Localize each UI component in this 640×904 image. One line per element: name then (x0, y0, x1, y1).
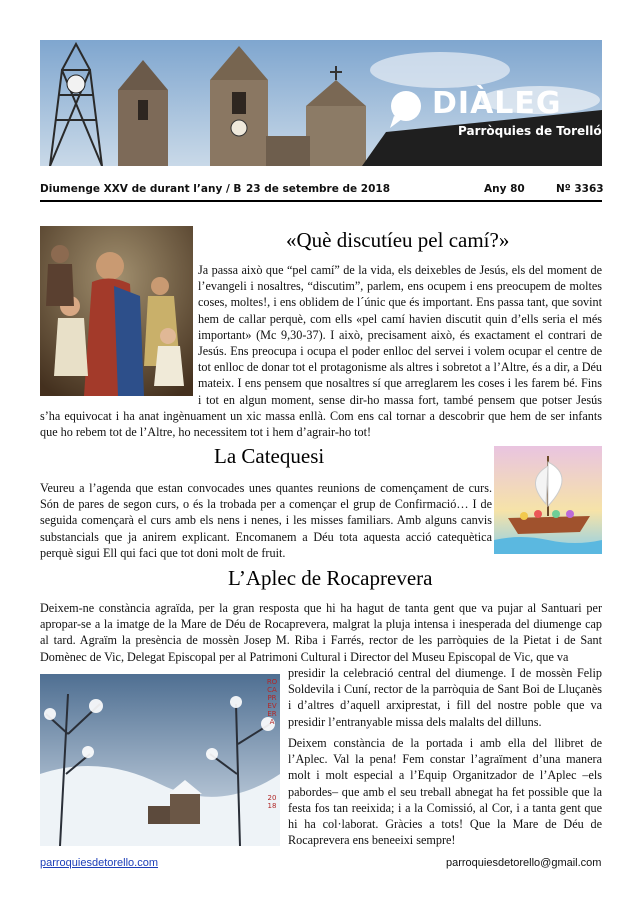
article1-title: «Què discutíeu pel camí?» (286, 228, 510, 252)
contact-email: parroquiesdetorello@gmail.com (446, 857, 602, 869)
article2-text: Veureu a l’agenda que estan convocades unes quantes reunions de començament de curs. Són de pares de segon curs, o és la trobada per a començar el grup de Confirmació… I de seguida començarà el curs amb els nens i nenes, i les misses familiars. Amb alguns canvis substancials que ja anirem explicant. Encomanem a Déu tota aquesta acció catequètica perquè sigui Ell qui faci que tot doni molt de fruit. (40, 481, 492, 560)
logo-title: DIÀLEG (432, 86, 562, 121)
article1-text: Ja passa això que “pel camí” de la vida, els deixebles de Jesús, els del moment de l’evangeli i nosaltres, “discutim”, parlem, ens ocupem i ens preocupem de moltes coses, moltes!, i ens oblidem de l´únic que és important. Ens passa tant, que sovint hem de callar perquè, com ells «pel camí havien discutit quin d’ells seria el més important» (Mc 9,30-37). I això, precisament això, és exactament el contrari de Jesús. Ens preocupa i ocupa el poder enlloc del servei i volem ocupar el centre de tot enlloc de donar tot el protagonisme als altres i sobretot a l’Altre, és a dir, a Déu mateix. I ens pensem que nosaltres sí que arreglarem les coses i les farem bé. Fins i tot en algun moment, sense dir-ho massa fort, també pensem que potser Jesús s’ha equivocat i ha anat ingènuament un xic massa enllà. Com ens cal tornar a descobrir que hem de ser infants que ho rebem tot de l’Altre, ho necessitem tot i hem d’agrair-ho tot! (40, 263, 602, 440)
masthead-banner (40, 40, 602, 166)
logo-subtitle: Parròquies de Torelló (458, 124, 602, 138)
image-float-spacer (40, 262, 198, 392)
issue-date: 23 de setembre de 2018 (246, 183, 391, 195)
header-divider (40, 200, 602, 202)
article3-title: L’Aplec de Rocaprevera (228, 566, 433, 590)
article1-body (40, 262, 602, 440)
issue-number: Nº 3363 (556, 183, 604, 195)
poster-year: 2018 (267, 794, 277, 810)
boat-illustration (494, 446, 602, 554)
article3-text-thanks: Deixem constància de la portada i amb ella del llibret de l’Aplec. Val la pena! Fem constar l’agraïment d’una manera molt i molt especial a l’Equip Organitzador de l’Aplec –els pabordes– que amb el seu treball abnegat ha fet possible que la festa fos tan reeixida; i a la Comissió, al Cor, i a tanta gent que hi ha col·laborat. Gràcies a tots! Que la Mare de Déu de Rocaprevera ens beneeixi sempre! (288, 736, 602, 848)
issue-year: Any 80 (484, 183, 525, 195)
article3-text-intro: Deixem-ne constància agraïda, per la gran resposta que hi ha hagut de tanta gent que va pujar al Santuari per apropar-se a la imatge de la Mare de Déu de Rocaprevera, malgrat la pluja intensa i inesperada del diumenge cap al tard. Agraïm la presència de mossèn Josep M. Riba i Farrés, rector de les parròquies de la Pietat i de Sant Domènec de Vic, Delegat Episcopal per al Patrimoni Cultural i Director del Museu Episcopal de Vic, que va (40, 601, 602, 664)
website-link[interactable]: parroquiesdetorello.com (40, 857, 159, 869)
article2-title: La Catequesi (214, 444, 325, 468)
liturgy-label: Diumenge XXV de durant l’any / B (40, 183, 242, 195)
poster-vertical-title: ROCAPREVERA (266, 678, 278, 726)
rocaprevera-poster (40, 674, 280, 846)
article3-text-priests: presidir la celebració central del diumenge. I de mossèn Felip Soldevila i Cuní, rector de la parròquia de Sant Boi de Lluçanès i d’altres d’aquell arxiprestat, i fill del nostre poble que va presidir l’entranyable missa dels malalts del dilluns. (288, 666, 602, 729)
